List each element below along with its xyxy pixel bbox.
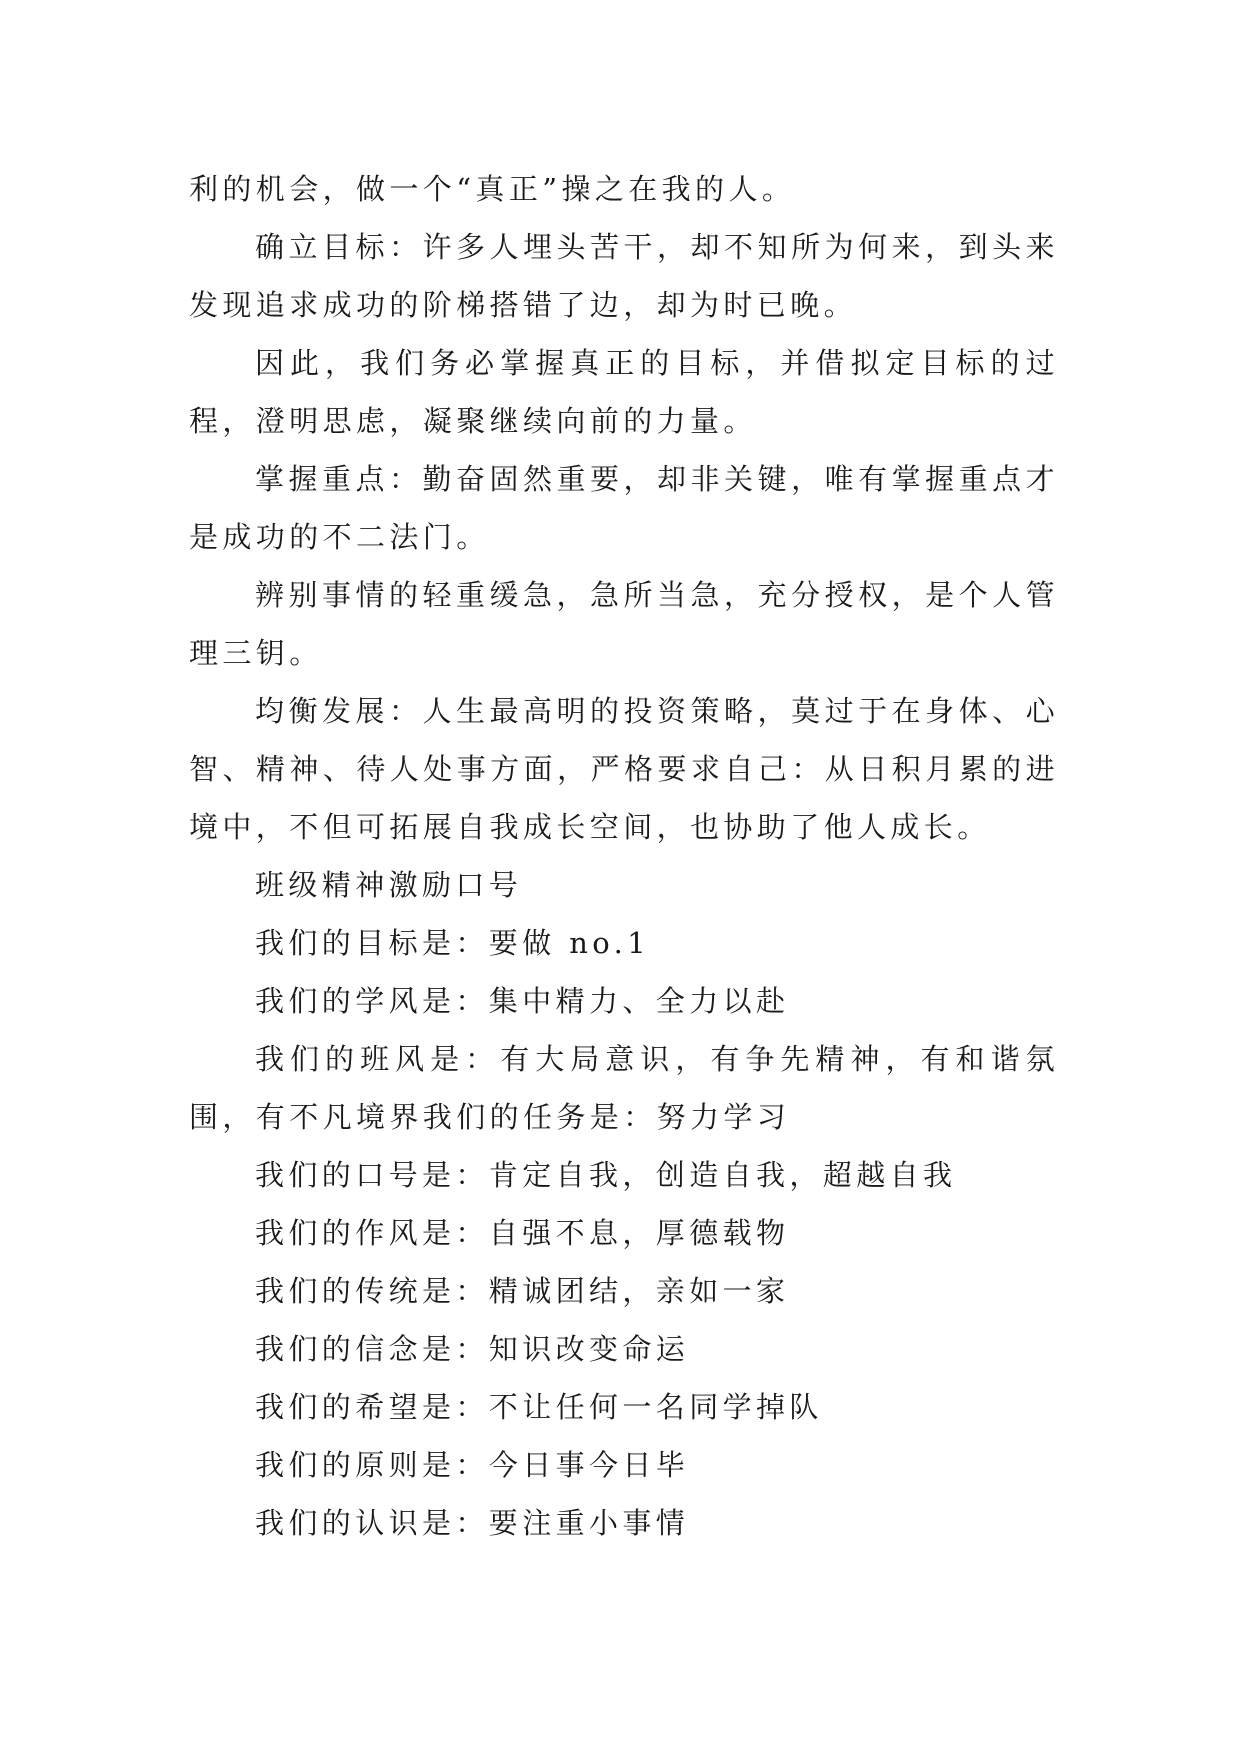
slogan-class-style: 我们的班风是：有大局意识，有争先精神，有和谐氛围，有不凡境界我们的任务是：努力学习 <box>189 1042 1059 1134</box>
slogan-understanding: 我们的认识是：要注重小事情 <box>255 1506 690 1540</box>
paragraph-therefore: 因此，我们务必掌握真正的目标，并借拟定目标的过程，澄明思虑，凝聚继续向前的力量。 <box>189 346 1059 438</box>
paragraph-priorities: 辨别事情的轻重缓急，急所当急，充分授权，是个人管理三钥。 <box>189 578 1059 670</box>
slogan-study-style: 我们的学风是：集中精力、全力以赴 <box>255 984 790 1018</box>
paragraph-balanced-development: 均衡发展：人生最高明的投资策略，莫过于在身体、心智、精神、待人处事方面，严格要求自己：从日积月累的进境中，不但可拓展自我成长空间，也协助了他人成长。 <box>189 694 1059 844</box>
document-body <box>189 160 1059 1552</box>
paragraph-set-goals: 确立目标：许多人埋头苦干，却不知所为何来，到头来发现追求成功的阶梯搭错了边，却为时已晚。 <box>189 230 1059 322</box>
paragraph-continuation: 利的机会，做一个“真正”操之在我的人。 <box>189 172 796 206</box>
slogan-principle: 我们的原则是：今日事今日毕 <box>255 1448 690 1482</box>
slogan-belief: 我们的信念是：知识改变命运 <box>255 1332 690 1366</box>
slogan-hope: 我们的希望是：不让任何一名同学掉队 <box>255 1390 823 1424</box>
slogan-work-style: 我们的作风是：自强不息，厚德载物 <box>255 1216 790 1250</box>
paragraph-grasp-focus: 掌握重点：勤奋固然重要，却非关键，唯有掌握重点才是成功的不二法门。 <box>189 462 1059 554</box>
section-heading-class-slogans: 班级精神激励口号 <box>255 868 523 902</box>
slogan-motto: 我们的口号是：肯定自我，创造自我，超越自我 <box>255 1158 957 1192</box>
slogan-goal: 我们的目标是：要做 no.1 <box>255 926 651 960</box>
slogan-tradition: 我们的传统是：精诚团结，亲如一家 <box>255 1274 790 1308</box>
